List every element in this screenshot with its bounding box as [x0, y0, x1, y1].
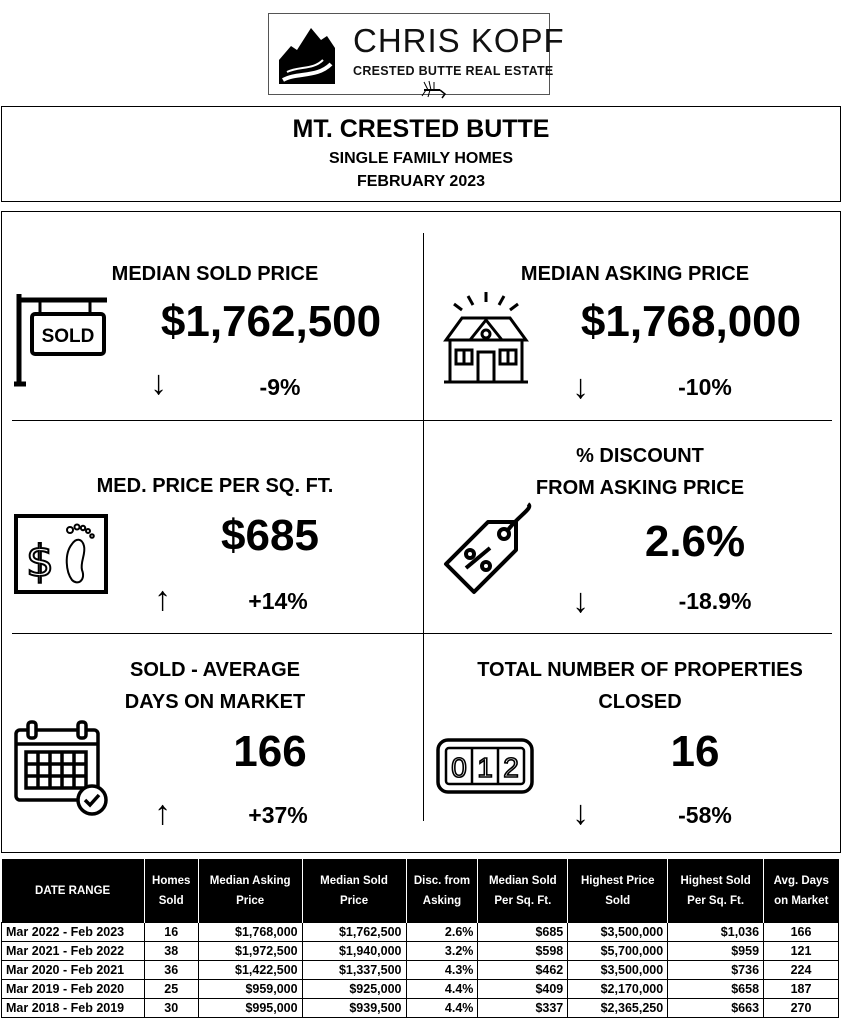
dollar-sign-text: $: [26, 536, 54, 587]
price-sqft-label: MED. PRICE PER SQ. FT.: [96, 475, 334, 497]
closed-label-line1: TOTAL NUMBER OF PROPERTIES: [477, 659, 803, 681]
cell-avg-days: 187: [764, 980, 839, 999]
closed-label-line2: CLOSED: [598, 691, 682, 713]
header-highest-price: Highest Price Sold: [568, 859, 668, 923]
cell-date-range: Mar 2021 - Feb 2022: [2, 942, 145, 961]
cell-avg-days: 224: [764, 961, 839, 980]
cell-date-range: Mar 2018 - Feb 2019: [2, 999, 145, 1018]
days-market-change: +37%: [248, 802, 308, 828]
header-date-range: DATE RANGE: [2, 859, 145, 923]
table-row: [2, 999, 839, 1018]
cell-median-asking: $959,000: [198, 980, 302, 999]
cell-median-sqft: $685: [478, 923, 568, 942]
divider-vertical: [423, 233, 424, 821]
cell-median-asking: $1,768,000: [198, 923, 302, 942]
table-row: [2, 961, 839, 980]
dollar-footprint-icon: [14, 514, 108, 594]
header-discount: Disc. from Asking: [406, 859, 478, 923]
closed-value: 16: [670, 727, 720, 776]
cell-discount: 4.4%: [406, 999, 478, 1018]
table-row: [2, 923, 839, 942]
property-type: SINGLE FAMILY HOMES: [328, 150, 514, 167]
sold-sign-text: SOLD: [41, 326, 95, 347]
report-date: FEBRUARY 2023: [356, 173, 486, 190]
cell-discount: 2.6%: [406, 923, 478, 942]
closed-arrow-down-icon: ↓: [572, 794, 589, 832]
days-market-arrow-up-icon: ↑: [154, 794, 171, 832]
cell-discount: 4.3%: [406, 961, 478, 980]
cell-discount: 4.4%: [406, 980, 478, 999]
cell-highest-price: $2,170,000: [568, 980, 668, 999]
cell-discount: 3.2%: [406, 942, 478, 961]
counter-digit-1: 1: [477, 752, 493, 783]
cell-homes-sold: 25: [144, 980, 198, 999]
discount-label-line2: FROM ASKING PRICE: [535, 477, 745, 499]
cell-homes-sold: 30: [144, 999, 198, 1018]
cell-median-sqft: $598: [478, 942, 568, 961]
discount-arrow-down-icon: ↓: [572, 582, 589, 620]
header-highest-sqft: Highest Sold Per Sq. Ft.: [668, 859, 764, 923]
header-median-sqft: Median Sold Per Sq. Ft.: [478, 859, 568, 923]
discount-label-line1: % DISCOUNT: [576, 445, 704, 467]
cell-median-sold: $1,337,500: [302, 961, 406, 980]
fly-icon: [418, 80, 448, 102]
cell-date-range: Mar 2020 - Feb 2021: [2, 961, 145, 980]
cell-highest-price: $2,365,250: [568, 999, 668, 1018]
divider-horizontal: [12, 420, 832, 421]
cell-highest-price: $3,500,000: [568, 961, 668, 980]
cell-median-sqft: $337: [478, 999, 568, 1018]
logo: [268, 13, 565, 95]
cell-median-sold: $939,500: [302, 999, 406, 1018]
cell-homes-sold: 38: [144, 942, 198, 961]
cell-median-sqft: $409: [478, 980, 568, 999]
discount-value: 2.6%: [644, 517, 746, 566]
cell-median-sqft: $462: [478, 961, 568, 980]
closed-change: -58%: [678, 802, 732, 828]
cell-date-range: Mar 2019 - Feb 2020: [2, 980, 145, 999]
median-asking-label: MEDIAN ASKING PRICE: [520, 263, 750, 285]
header-homes-sold: Homes Sold: [144, 859, 198, 923]
cell-highest-sqft: $959: [668, 942, 764, 961]
counter-digit-0: 0: [451, 752, 467, 783]
discount-change: -18.9%: [678, 588, 752, 614]
area-title: MT. CRESTED BUTTE: [292, 115, 550, 143]
price-sqft-value: $685: [221, 511, 319, 560]
report-title-box: [1, 106, 841, 202]
mountain-logo-icon: [277, 20, 337, 86]
cell-highest-price: $5,700,000: [568, 942, 668, 961]
cell-homes-sold: 36: [144, 961, 198, 980]
price-sqft-change: +14%: [248, 588, 308, 614]
cell-highest-sqft: $736: [668, 961, 764, 980]
divider-horizontal: [12, 633, 832, 634]
house-icon: [440, 290, 532, 388]
counter-digit-2: 2: [503, 752, 519, 783]
cell-highest-price: $3,500,000: [568, 923, 668, 942]
logo-name: CHRIS KOPF: [353, 22, 565, 59]
cell-highest-sqft: $663: [668, 999, 764, 1018]
days-market-label-line1: SOLD - AVERAGE: [129, 659, 300, 681]
price-sqft-arrow-up-icon: ↑: [154, 580, 171, 618]
cell-avg-days: 121: [764, 942, 839, 961]
median-sold-label: MEDIAN SOLD PRICE: [111, 263, 319, 285]
header-avg-days: Avg. Days on Market: [764, 859, 839, 923]
logo-subtitle: CRESTED BUTTE REAL ESTATE: [353, 64, 554, 78]
cell-highest-sqft: $1,036: [668, 923, 764, 942]
median-sold-arrow-down-icon: ↓: [150, 364, 167, 402]
median-asking-value: $1,768,000: [580, 297, 802, 346]
cell-homes-sold: 16: [144, 923, 198, 942]
cell-median-sold: $1,762,500: [302, 923, 406, 942]
cell-median-asking: $1,972,500: [198, 942, 302, 961]
cell-avg-days: 166: [764, 923, 839, 942]
cell-median-asking: $995,000: [198, 999, 302, 1018]
median-asking-arrow-down-icon: ↓: [572, 368, 589, 406]
sold-sign-icon: [10, 290, 110, 390]
counter-icon: [436, 738, 534, 794]
header-median-asking: Median Asking Price: [198, 859, 302, 923]
cell-highest-sqft: $658: [668, 980, 764, 999]
table-row: [2, 980, 839, 999]
cell-median-asking: $1,422,500: [198, 961, 302, 980]
cell-median-sold: $925,000: [302, 980, 406, 999]
median-asking-change: -10%: [678, 374, 732, 400]
calendar-check-icon: [12, 718, 110, 818]
percent-tag-icon: [436, 502, 536, 602]
table-row: [2, 942, 839, 961]
median-sold-change: -9%: [259, 374, 301, 400]
header-median-sold: Median Sold Price: [302, 859, 406, 923]
median-sold-value: $1,762,500: [160, 297, 382, 346]
cell-date-range: Mar 2022 - Feb 2023: [2, 923, 145, 942]
days-market-label-line2: DAYS ON MARKET: [124, 691, 306, 713]
days-market-value: 166: [233, 727, 307, 776]
cell-median-sold: $1,940,000: [302, 942, 406, 961]
cell-avg-days: 270: [764, 999, 839, 1018]
table-header-row: [2, 859, 839, 923]
history-table: [1, 859, 839, 1018]
